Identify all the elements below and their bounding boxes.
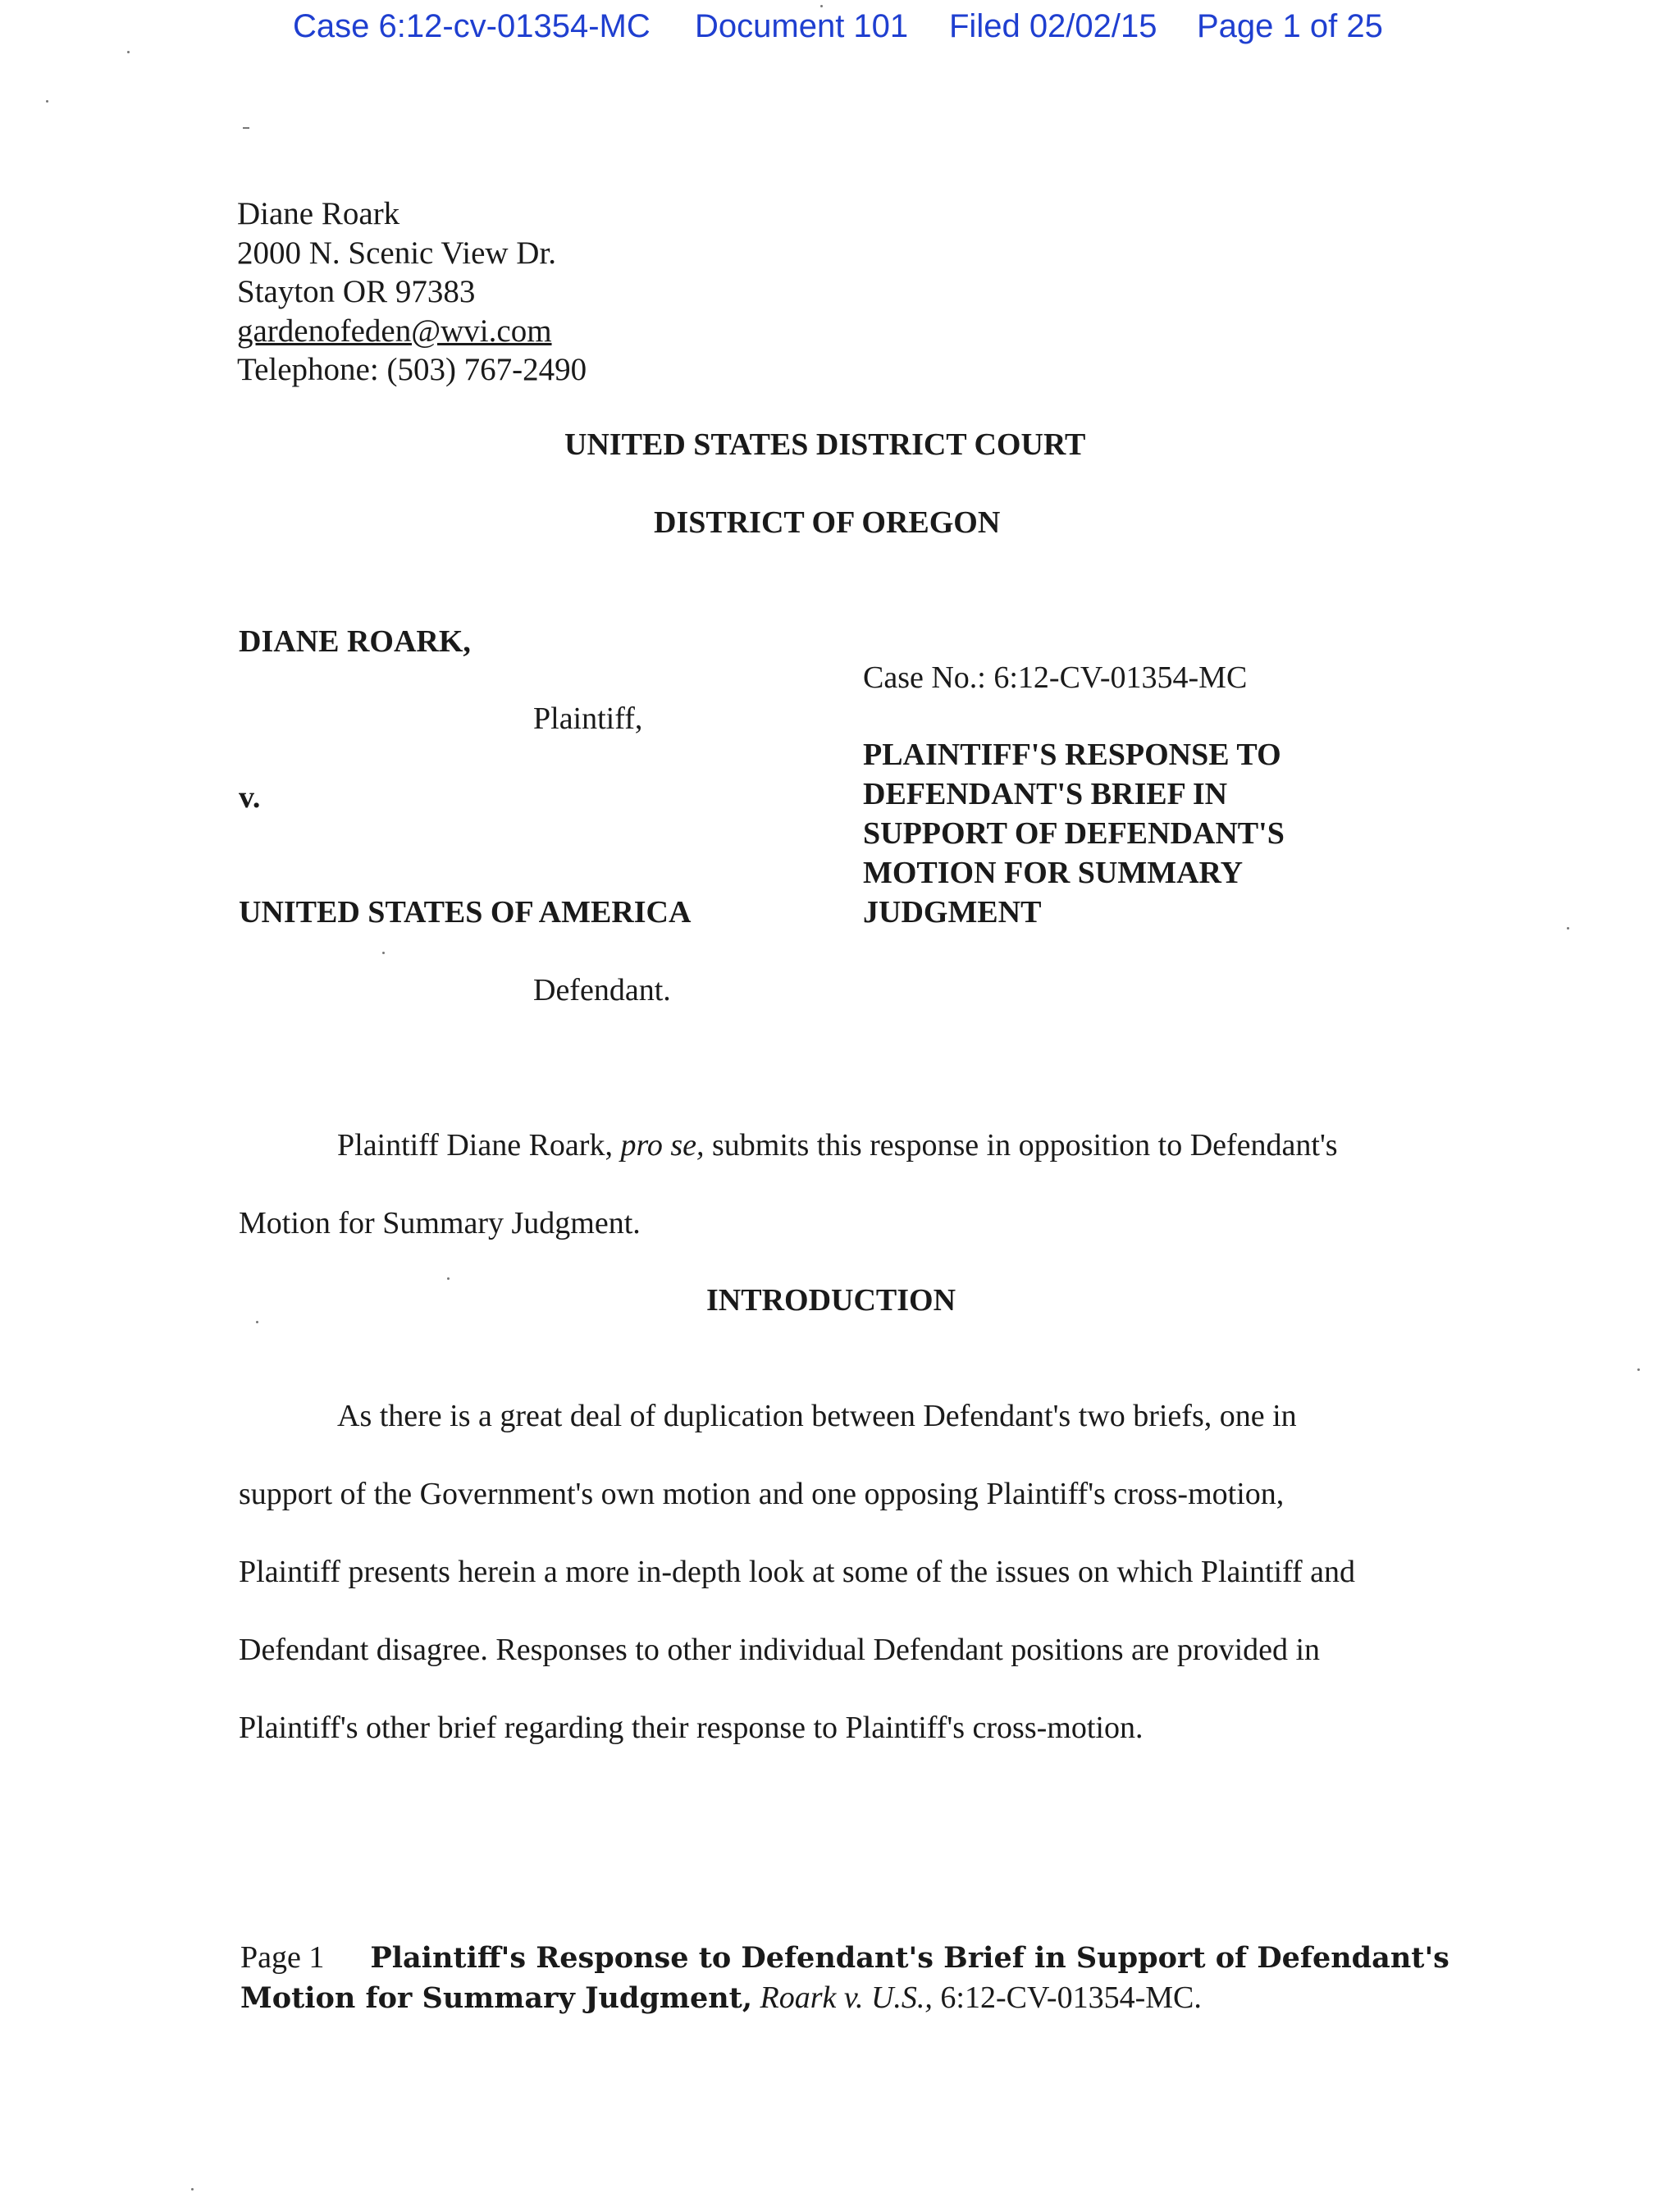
intro-text-end: submits this response in opposition to Defendant's [704,1128,1338,1163]
pro-se-italic: pro se, [620,1128,705,1163]
footer-line-1 [240,1938,1449,1978]
section-heading-introduction: INTRODUCTION [706,1283,956,1318]
party-street: 2000 N. Scenic View Dr. [237,235,557,271]
intro-paragraph-line-2: Motion for Summary Judgment. [239,1206,641,1240]
caption-plaintiff-role: Plaintiff, [533,701,643,736]
caption-defendant-role: Defendant. [533,973,671,1007]
caption-case-number: Case No.: 6:12-CV-01354-MC [863,660,1248,695]
party-address [237,194,587,390]
footer-page-label: Page 1 [240,1940,325,1975]
scan-speck [382,952,385,954]
document-title-line: JUDGMENT [863,895,1042,930]
footer-title-part-1: Plaintiff's Response to Defendant's Brief in Support of Defendant's [370,1941,1449,1975]
court-name: UNITED STATES DISTRICT COURT [564,427,1086,462]
party-email-link[interactable]: gardenofeden@wvi.com [237,313,552,349]
party-name: Diane Roark [237,196,400,231]
footer-case-number: 6:12-CV-01354-MC. [932,1980,1202,2015]
caption-versus: v. [239,780,261,815]
document-title-line: SUPPORT OF DEFENDANT'S [863,816,1285,851]
footer-case-caption: Roark v. U.S., [760,1980,933,2015]
court-district: DISTRICT OF OREGON [654,505,1001,540]
body-paragraph-line: Plaintiff presents herein a more in-depth look at some of the issues on which Plaintiff and [239,1555,1356,1589]
scan-speck [191,2188,194,2190]
footer-title-part-2: Motion for Summary Judgment, [240,1981,753,2015]
scan-speck [1637,1368,1640,1371]
document-title-line: MOTION FOR SUMMARY [863,856,1244,890]
intro-text-start: Plaintiff Diane Roark, [337,1128,621,1163]
scan-speck [46,100,48,103]
scan-speck [256,1321,258,1323]
ecf-filed-date: Filed 02/02/15 [949,8,1157,44]
page-footer [240,1938,1449,2018]
footer-line-2 [240,1978,1449,2018]
party-city: Stayton OR 97383 [237,274,476,309]
party-telephone: Telephone: (503) 767-2490 [237,352,587,387]
ecf-case-number: Case 6:12-cv-01354-MC [293,8,651,44]
ecf-page-count: Page 1 of 25 [1197,8,1383,44]
ecf-document-number: Document 101 [695,8,909,44]
scan-speck [1567,927,1569,930]
scan-speck [820,5,823,7]
body-paragraph-line: Defendant disagree. Responses to other individual Defendant positions are provided in [239,1633,1321,1667]
document-title-line: DEFENDANT'S BRIEF IN [863,777,1228,811]
scan-speck [127,51,130,53]
document-title-line: PLAINTIFF'S RESPONSE TO [863,738,1281,772]
intro-paragraph-line-1 [337,1127,1338,1163]
document-title [863,735,1355,932]
body-paragraph-line: As there is a great deal of duplication between Defendant's two briefs, one in [337,1399,1297,1433]
scan-speck [447,1277,450,1280]
body-paragraph-line: support of the Government's own motion and one opposing Plaintiff's cross-motion, [239,1477,1285,1511]
body-paragraph-line: Plaintiff's other brief regarding their response to Plaintiff's cross-motion. [239,1711,1144,1745]
caption-defendant-name: UNITED STATES OF AMERICA [239,895,692,930]
caption-plaintiff-name: DIANE ROARK, [239,624,471,659]
scan-speck [243,127,249,129]
